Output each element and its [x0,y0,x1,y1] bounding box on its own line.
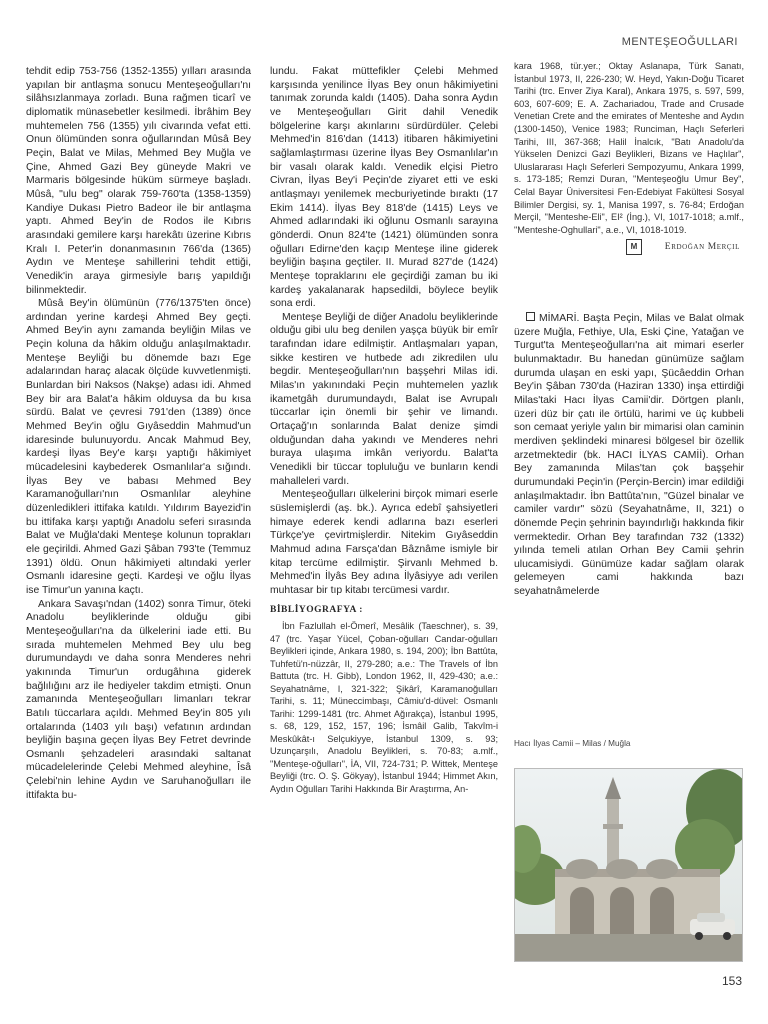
encyclopedia-logo-icon: M [626,239,642,255]
figure-caption: Hacı İlyas Camii – Milas / Muğla [514,739,631,748]
running-head: MENTEŞEOĞULLARI [621,36,738,48]
bibliography-text: İbn Fazlullah el-Ömerî, Mesâlik (Taeschner), s. 39, 47 (trc. Yaşar Yücel, Çoban-oğulları Candar-oğulları Beylikleri içinde, Ankara 1980, s. 194, 200); İbn Battûta, Tuhfetü'n-nüzzâr, II, 279-280; a.e.: The Travels of İbn Battuta (trc. H. Gibb), London 1962, II, 429-430; a.e.: Seyahatnâme, I, 321-322; Şikârî, Karamanoğulları Tarihi, s. 11; Müneccimbaşı, Câmiu'd-düvel: Osmanlı Tarihi: 1299-1481 (trc. Ahmet Ağırakça), İstanbul 1995, s. 68, 129, 152, 157, 196; İsmâil Galib, Takvîm-i Meskûkât-ı Selçukiyye, İstanbul 1309, s. 93; Uzunçarşılı, Anadolu Beylikleri, s. 70-83; a.mlf., "Menteşe-oğulları", İA, VII, 724-731; P. Wittek, Menteşe Beyliği (trc. O. Ş. Gökyay), İstanbul 1944; Himmet Akın, Aydın Oğulları Tarihi Hakkında Bir Araştırma, An- [270,621,498,794]
paragraph: lundu. Fakat müttefikler Çelebi Mehmed karşısında yenilince İlyas Bey onun hâkimiyetini tanımak zorunda kaldı (1405). Daha sonra Aydın ve Menteşeoğulları Girit dahil Venedik bölgelerine karşı akınlarını sürdürdüler. Çelebi Mehmed'in 816'dan (1413) itibaren hâkimiyetini sağlamlaştırması üzerine İlyas Bey Osmanlılar'ın bir vasalı olarak kaldı. Venedik elçisi Pietro Civran, İlyas Bey'i Peçin'de ziyaret etti ve eski antlaşmayı yenilemek mecburiyetinde bıraktı (17 Ekim 1414). İlyas Bey 818'de (1415) Leys ve Ahmed adlarındaki iki oğlunu Osmanlı sarayına gönderdi. Onun 824'te (1421) ölümünden sonra oğulları Edirne'den kaçıp Menteşe iline giderek beyliğin başına geçtiler. II. Murad 827'de (1424) Menteşe topraklarını ele geçirdiği zaman bu iki kardeş yakalanarak hapsedildi, böylece beylik sona erdi. [270,66,498,310]
paragraph: Menteşe Beyliği de diğer Anadolu beyliklerinde olduğu gibi ulu beg denilen yaşça büyük bir emîr tarafından idare edilmiştir. Antlaşmaları yapan, sikke kestiren ve hutbede adı zikredilen ulu begdir. Menteşeoğulları'nın başşehri Milas idi. Milas'ın yakınındaki Peçin muhtemelen yazlık ikametgâh durumundaydı, Balat ise Avrupalı tüccarlar için önemli bir şehir ve limandı. Ortaçağ'ın sonlarında Balat denize şimdi olduğundan daha yakındı ve Menderes nehri buraya ulaşıma imkân veriyordu. Balat'ta Venedikli bir tüccar topluluğu ve bunların kendi mahalleleri vardı. [270,311,498,487]
column-1 [26,65,251,802]
bibliography-text: kara 1968, tür.yer.; Oktay Aslanapa, Türk Sanatı, İstanbul 1973, II, 226-230; W. Heyd, Yakın-Doğu Ticaret Tarihi (trc. Enver Ziya Karal), Ankara 1975, s. 597, 599, 603, 607-609; E. A. Zachariadou, Trade and Crusade Venetian Crete and the emirates of Menteshe and Aydın (1300-1450), Venice 1983; Runciman, Haçlı Seferleri Tarihi, III, 367-368; Halil İnalcık, "Batı Anadolu'da Yükselen Denizci Gazi Beylikleri, Bizans ve Haçlılar", Uluslararası Haçlı Seferleri Sempozyumu, Ankara 1999, s. 173-185; Remzi Duran, "Menteşeoğlu Umur Bey", Celal Bayar Üniversitesi Fen-Edebiyat Fakültesi Sosyal Bilimler Dergisi, sy. 1, Manisa 1997, s. 76-84; Erdoğan Merçil, "Menteshe-Eli", EI² (İng.), VI, 1017-1018; a.mlf., "Menteshe-Oghullari", a.e., VI, 1018-1019. [514,61,744,235]
mosque-photo [514,768,743,962]
paragraph: Ankara Savaşı'ndan (1402) sonra Timur, öteki Anadolu beyliklerinde olduğu gibi Menteşeoğulları'na da ülkelerini iade etti. Bu sırada muhtemelen Mehmed Bey ulu beg durumundaydı ve daha sonra Menderes nehri yakınında Timur'un ordugâhına giderek bağlılığını arz ile hediyeler takdim etmişti. Onun zamanında Menteşeoğulları limanları tekrar Batılı tüccarlara açıldı. Mehmed Bey'in 805 yılı ortalarında (1403 yılı başı) vefatının ardından beyliğin başına geçen İlyas Bey Fetret devrinde Osmanlı şehzadeleri arasındaki saltanat mücadelelerinde Çelebi Mehmed aleyhine, Îsâ Çelebi'nin lehine Aydın ve Saruhanoğulları ile ittifakta bu- [26,598,251,801]
author-signature [514,239,744,257]
column-3-section [514,312,744,599]
page-number: 153 [721,974,742,988]
section-square-icon [526,312,535,321]
mosque-photo-illustration [515,769,742,961]
paragraph: tehdit edip 753-756 (1352-1355) yılları arasında yapılan bir antlaşma sonucu Menteşeoğulları'nı silâhsızlanmaya zorladı. Buna rağmen ticarî ve diplomatik münasebetler kesilmedi. İbrâhim Bey muhtemelen 756 (1355) yılı civarında vefat etti. Onun ölümünden sonra oğullarından Mûsâ Bey Peçin, Balat ve Milas, Mehmed Bey Muğla ve Çine, Ahmed Gazi Bey güneyde Makri ve Marmaris bölgesinde hüküm sürmeye başladı. Mûsâ, "ulu beg" olarak 759-760'ta (1358-1359) Kandiye Dukası Pietro Badeor ile bir antlaşma yaptı. Ahmed Bey'in de Rodos ile Kıbrıs arasındaki gemilere karşı harekâtı üzerine Kıbrıs Kralı I. Peter'in donanmasının 766'da (1365) Aydın ve Menteşe sahillerini tehdit ettiği, Venedik'in araya girmesiyle barış yapıldığı bilinmektedir. [26,66,251,296]
column-3-bibliography [514,60,744,257]
section-title: MİMARİ. [539,313,580,324]
section-text: Başta Peçin, Milas ve Balat olmak üzere Muğla, Fethiye, Ula, Eski Çine, Yatağan ve Turgut'ta Menteşeoğulları'na ait mimari eserler bulunmaktadır. Bu hanedan günümüze sağlam durumda ulaşan en eski yapı, Şücâeddin Orhan Bey'in Şâban 730'da (Haziran 1330) inşa ettirdiği Milas'taki Hacı İlyas Camii'dir. Dörtgen planlı, üzeri düz bir çatı ile örtülü, harimi ve üç kubbeli son cemaat yeriyle yalın bir mimarisi olan caminin merdiven şeklindeki minaresi bölgesel bir özellik arzetmektedir (bk. HACI İLYAS CAMİİ). Orhan Bey zamanında Milas'tan çok başşehir durumundaki Peçin'in (Perçin-Bercin) imar edildiği anlaşılmaktadır. İbn Battûta'nın, "Güzel binalar ve camiler vardır" sözü (Seyahatnâme, II, 321) o dönemde Peçin şehrinin bayındırlığı hakkında fikir vermektedir. Orhan Bey tarafından 732 (1332) yılında temeli atılan Orhan Bey Camii şehrin ulucamisiydi. Günümüze kadar sağlam olarak gelemeyen cami hakkında bazı seyahatnâmelerde [514,313,744,598]
paragraph: Mûsâ Bey'in ölümünün (776/1375'ten önce) ardından yerine kardeşi Ahmed Bey geçti. Ahmed Bey'in aynı zamanda beyliğin Milas ve Peçin koluna da hâkim olduğu anlaşılmaktadır. Menteşe Beyliği bu dönemde bazı Ege adalarından haraç alacak ölçüde kuvvetlenmişti. Bunlardan biri Naksos (Nakşe) adası idi. Ahmed Bey bir ara Balat'a hâkim olduysa da bu kısa sürdü. Balat ve çevresi 791'den (1389) önce Mehmed Bey'in oğlu Gıyâseddin Mahmud'un idaresinde bulunuyordu. Ancak Mahmud Bey, kardeşi İlyas Bey'e karşı yaptığı hâkimiyet mücadelesini kaybederek Osmanlılar'a sığındı. İlyas Bey ve babası Mehmed Bey Karamanoğulları'nın Osmanlılar aleyhine düzenledikleri ittifaka katıldı. Yıldırım Bayezid'in bu ittifaka karşı yaptığı Anadolu seferi sırasında Balat ve Muğla'daki Menteşe kolunun toprakları ele geçirildi. Ahmed Gazi Şâban 793'te (Temmuz 1391) öldü. Onun hâkimiyeti altındaki yerler Osmanlı idaresine geçti. Kardeşi ve oğlu İlyas ise Timur'un yanına kaçtı. [26,298,251,596]
bibliography-heading: BİBLİYOGRAFYA : [270,604,363,615]
column-2 [270,65,498,795]
author-name: Erdoğan Merçil [664,242,740,253]
paragraph: Menteşeoğulları ülkelerini birçok mimari eserle süslemişlerdi (aş. bk.). Ayrıca edebî şahsiyetleri himaye ederek kendi adlarına bazı eserleri Türkçe'ye çevirtmişlerdir. Nitekim Gıyâseddin Mahmud adına Farsça'dan Bâznâme ismiyle bir kitap tercüme edilmiştir. Şirvanlı Mehmed b. Mehmed'in İlyâs Bey adına İlyâsiyye adı verilen muhtasar bir tıp kitabı tercümesi vardır. [270,489,498,596]
